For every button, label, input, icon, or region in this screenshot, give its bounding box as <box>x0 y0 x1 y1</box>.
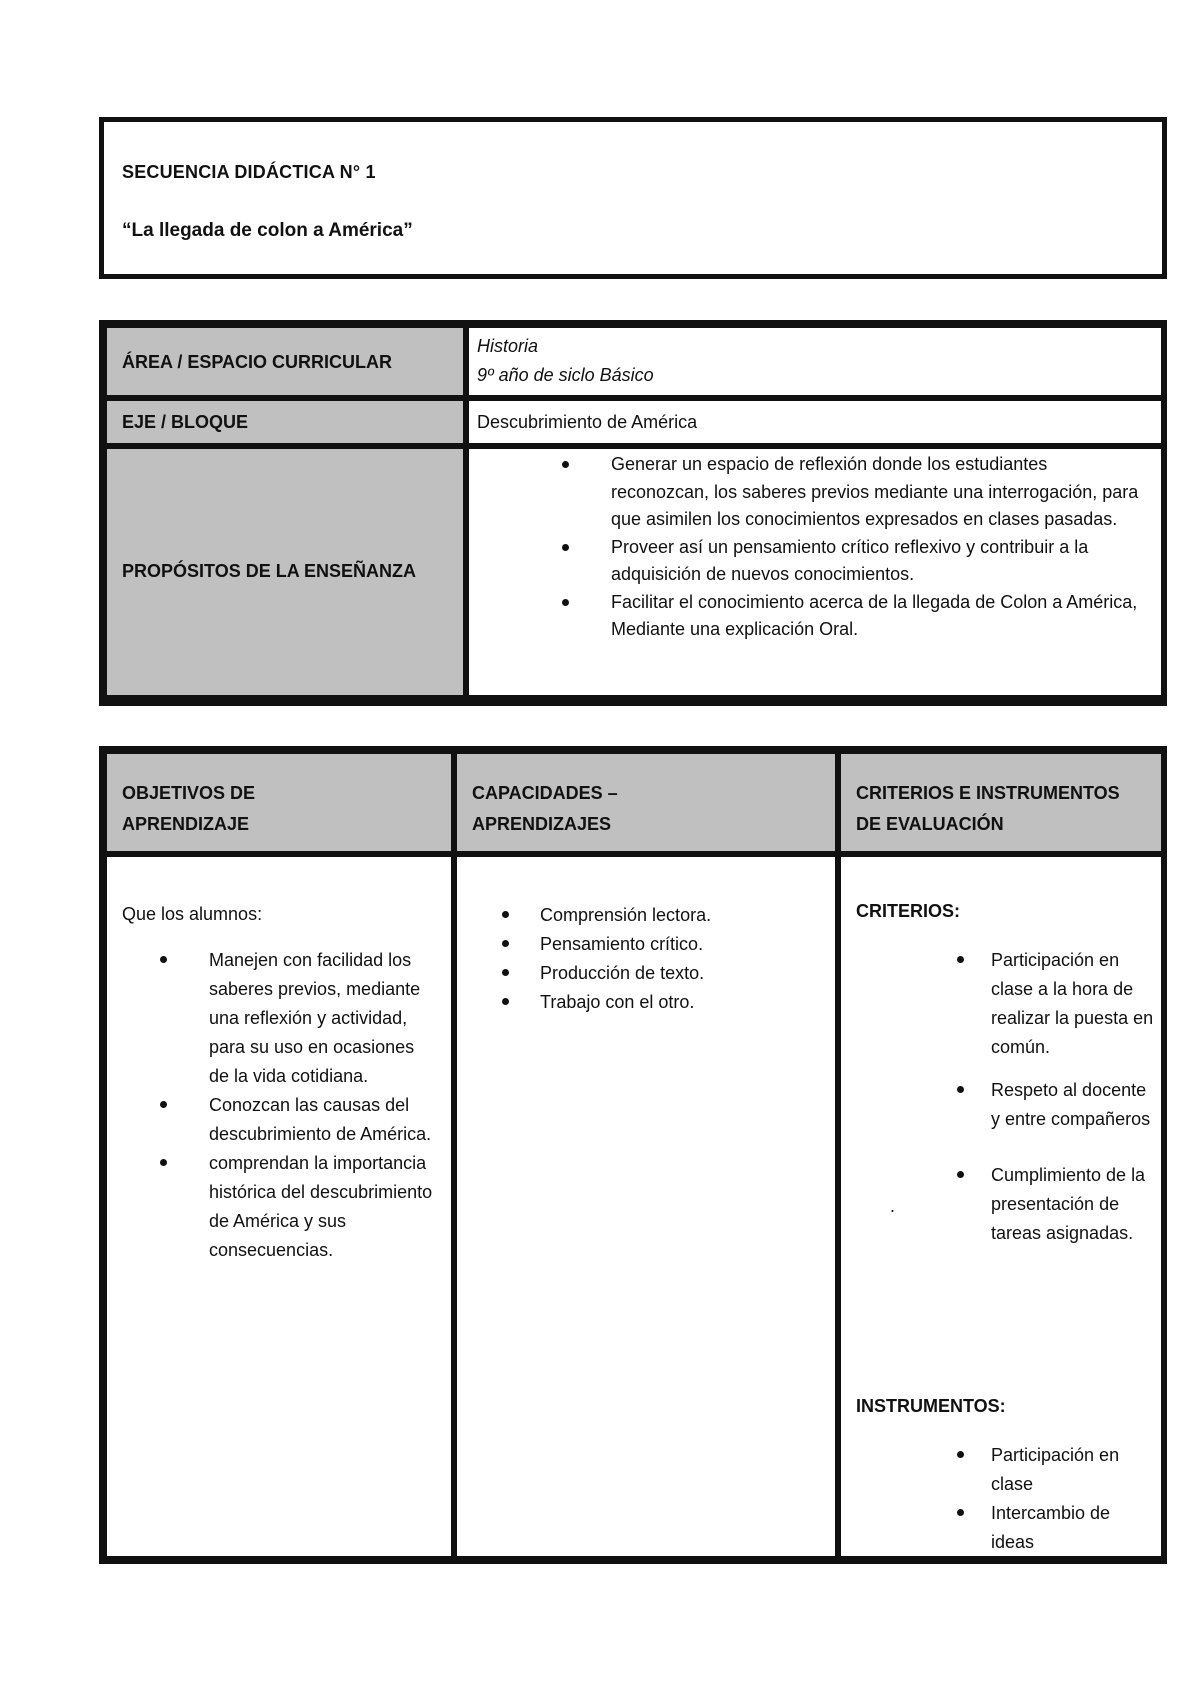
propositos-cell <box>469 449 1161 695</box>
stray-dot: . <box>890 1196 896 1216</box>
objetivos-cell <box>107 857 451 1556</box>
list-item: Proveer así un pensamiento crítico reflexivo y contribuir a la adquisición de nuevos conocimientos. <box>562 534 1147 589</box>
learning-table <box>99 746 1167 1564</box>
list-item: Manejen con facilidad los saberes previos, mediante una reflexión y actividad, para su uso en ocasiones de la vida cotidiana. <box>160 946 435 1091</box>
list-item: Participación en clase a la hora de realizar la puesta en común. <box>957 946 1157 1062</box>
objetivos-header-line1: OBJETIVOS DE <box>122 783 256 803</box>
instrumentos-list <box>957 1441 1157 1557</box>
objetivos-header-cell <box>107 754 451 851</box>
criterios-list <box>957 946 1157 1248</box>
list-item: Facilitar el conocimiento acerca de la llegada de Colon a América, Mediante una explicación Oral. <box>562 589 1147 644</box>
propositos-label: PROPÓSITOS DE LA ENSEÑANZA <box>122 561 417 581</box>
eje-label: EJE / BLOQUE <box>122 412 249 432</box>
propositos-list <box>562 451 1147 644</box>
instrumentos-title: INSTRUMENTOS: <box>856 1396 1006 1416</box>
capacidades-header-line1: CAPACIDADES – <box>472 783 618 803</box>
list-item: Producción de texto. <box>502 959 822 988</box>
sequence-subtitle: “La llegada de colon a América” <box>122 220 413 241</box>
area-label: ÁREA / ESPACIO CURRICULAR <box>122 352 393 372</box>
list-item: Respeto al docente y entre compañeros <box>957 1076 1157 1134</box>
criterios-cell <box>841 857 1161 1556</box>
list-item: Pensamiento crítico. <box>502 930 822 959</box>
info-table <box>99 320 1167 706</box>
criterios-header-cell <box>841 754 1161 851</box>
list-item: Conozcan las causas del descubrimiento de América. <box>160 1091 435 1149</box>
area-label-cell <box>107 328 463 395</box>
list-item: Intercambio de ideas <box>957 1499 1157 1557</box>
capacidades-cell <box>457 857 835 1556</box>
area-subject: Historia <box>477 336 539 356</box>
title-box <box>99 117 1167 279</box>
area-value-cell <box>469 328 1161 395</box>
eje-label-cell <box>107 401 463 443</box>
eje-value-cell <box>469 401 1161 443</box>
objetivos-header-line2: APRENDIZAJE <box>122 814 250 834</box>
list-item: comprendan la importancia histórica del descubrimiento de América y sus consecuencias. <box>160 1149 435 1265</box>
sequence-title: SECUENCIA DIDÁCTICA N° 1 <box>122 162 376 182</box>
capacidades-list <box>502 901 822 1017</box>
area-grade: 9º año de siclo Básico <box>477 365 654 385</box>
capacidades-header-cell <box>457 754 835 851</box>
criterios-title: CRITERIOS: <box>856 901 961 921</box>
list-item: Trabajo con el otro. <box>502 988 822 1017</box>
list-item: Generar un espacio de reflexión donde los estudiantes reconozcan, los saberes previos mediante una interrogación, para que asimilen los conocimientos expresados en clases pasadas. <box>562 451 1147 534</box>
criterios-header-line1: CRITERIOS E INSTRUMENTOS <box>856 783 1120 803</box>
eje-value: Descubrimiento de América <box>477 412 698 432</box>
capacidades-header-line2: APRENDIZAJES <box>472 814 612 834</box>
objetivos-list <box>160 946 435 1265</box>
propositos-label-cell <box>107 449 463 695</box>
list-item: Participación en clase <box>957 1441 1157 1499</box>
list-item: Cumplimiento de la presentación de tareas asignadas. <box>957 1161 1157 1248</box>
list-item: Comprensión lectora. <box>502 901 822 930</box>
criterios-header-line2: DE EVALUACIÓN <box>856 814 1004 834</box>
objetivos-intro: Que los alumnos: <box>122 904 263 924</box>
